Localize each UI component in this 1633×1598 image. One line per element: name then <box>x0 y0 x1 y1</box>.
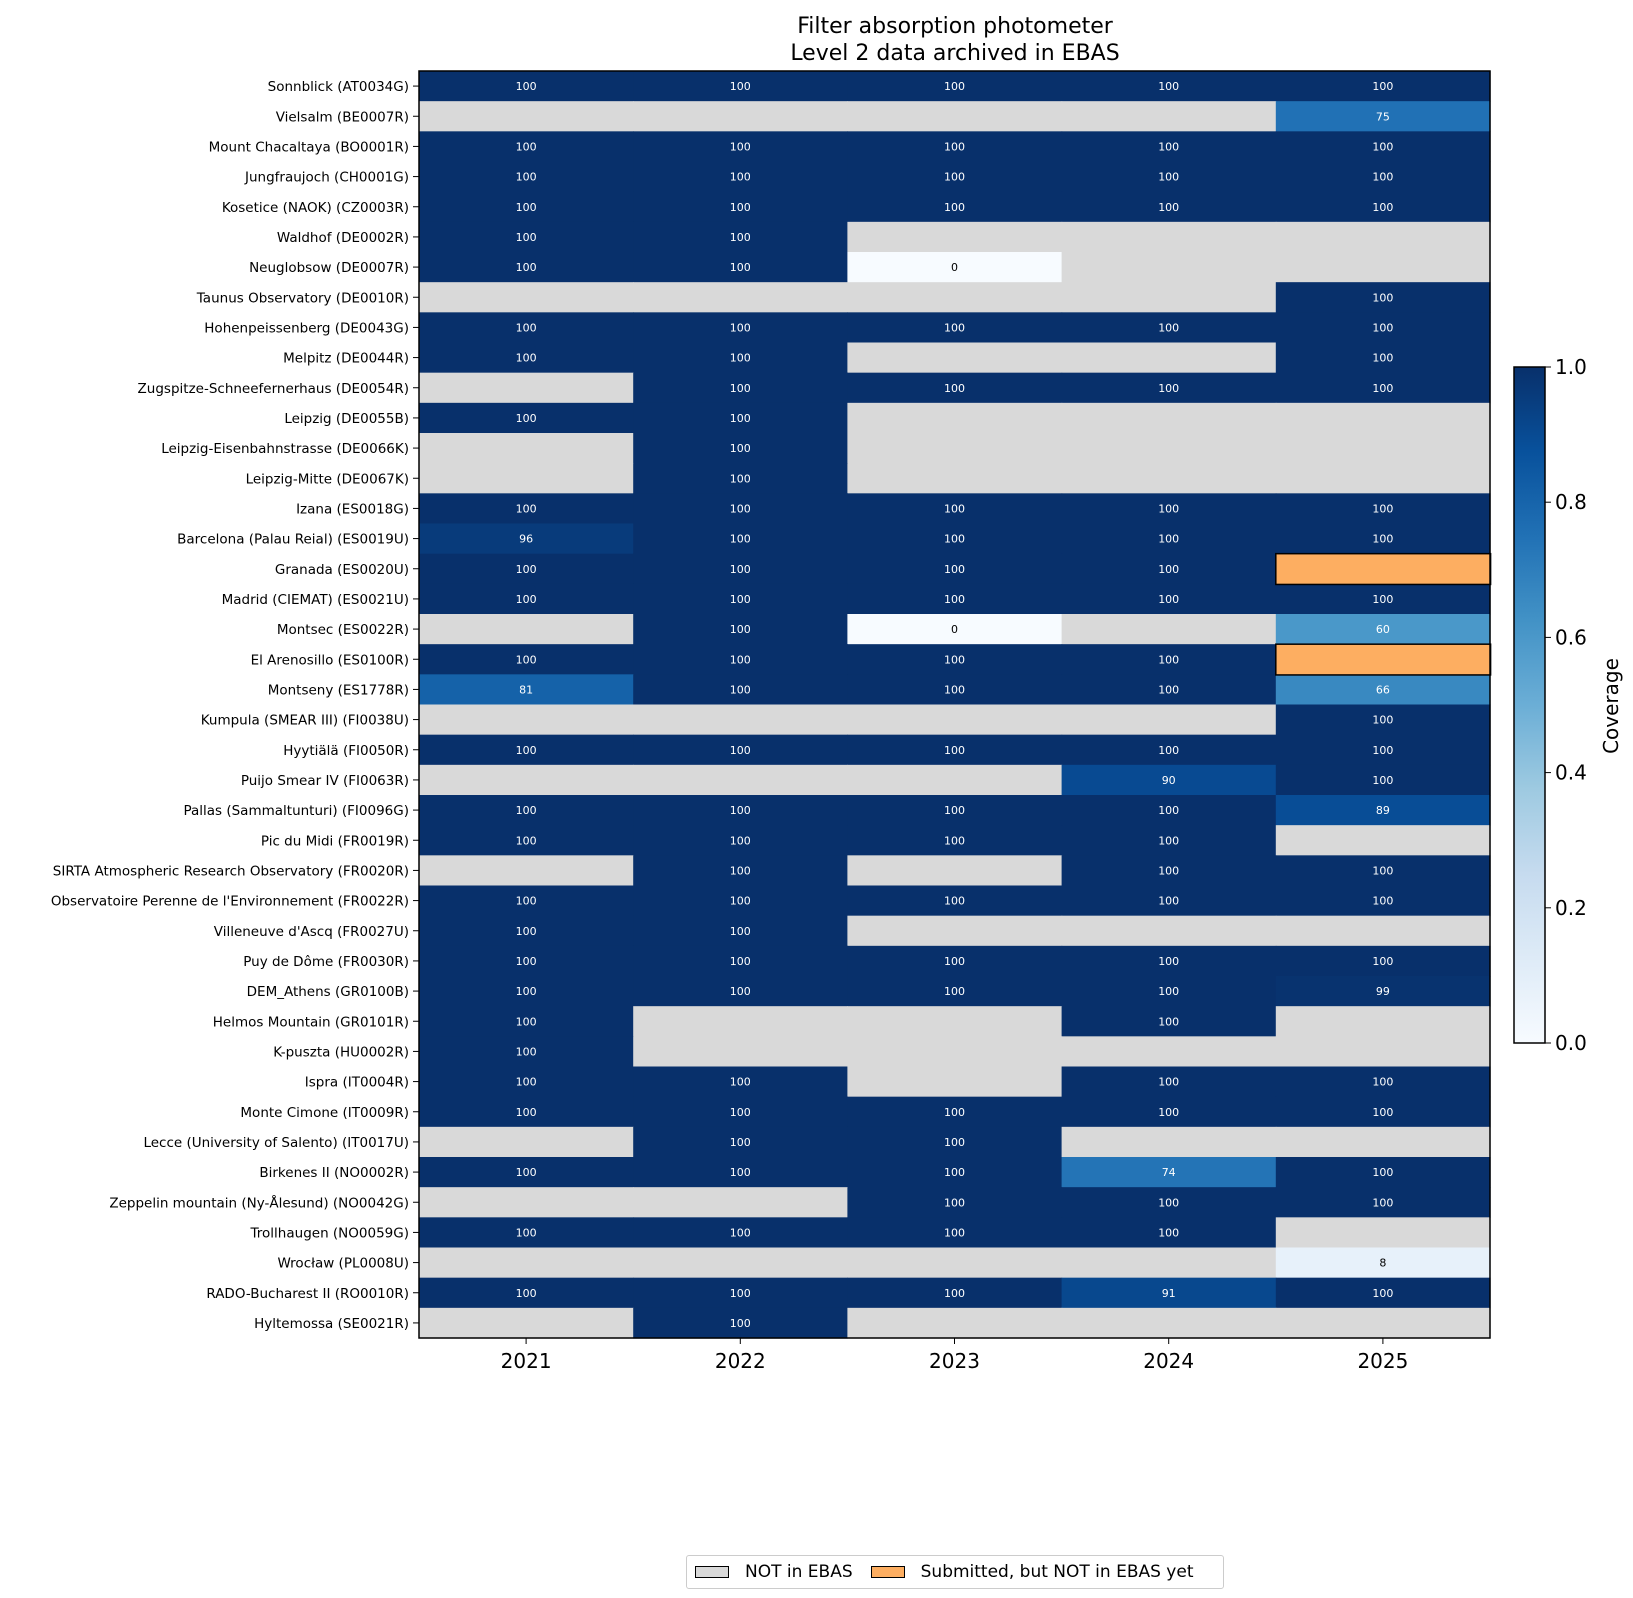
cell-value-r30-c0: 100 <box>515 985 537 999</box>
cell-value-r17-c1: 100 <box>729 592 751 606</box>
y-tick-label-9: Melpitz (DE0044R) <box>283 350 409 367</box>
cell-r13-c0 <box>419 463 634 494</box>
x-tick-label-0: 2021 <box>500 1349 552 1373</box>
cell-value-r38-c1: 100 <box>729 1226 751 1240</box>
cell-value-r7-c4: 100 <box>1372 291 1394 305</box>
cell-value-r2-c0: 100 <box>515 140 537 154</box>
cell-r21-c1 <box>633 705 848 736</box>
cell-value-r4-c3: 100 <box>1158 200 1180 214</box>
cell-value-r11-c1: 100 <box>729 411 751 425</box>
y-tick-label-32: K-puszta (HU0002R) <box>273 1044 409 1061</box>
cell-r39-c3 <box>1062 1248 1277 1279</box>
cell-r31-c2 <box>847 1006 1062 1037</box>
y-tick-label-35: Lecce (University of Salento) (IT0017U) <box>143 1134 409 1151</box>
cell-r39-c2 <box>847 1248 1062 1279</box>
cell-r18-c0 <box>419 614 634 645</box>
cell-value-r20-c4: 66 <box>1375 683 1390 697</box>
cell-r32-c3 <box>1062 1036 1277 1067</box>
cell-value-r6-c2: 0 <box>951 261 958 275</box>
cell-value-r16-c0: 100 <box>515 562 537 576</box>
y-tick-label-31: Helmos Mountain (GR0101R) <box>212 1014 409 1031</box>
cell-value-r14-c1: 100 <box>729 502 751 516</box>
cell-r13-c4 <box>1276 463 1491 494</box>
cell-r11-c2 <box>847 403 1062 434</box>
cell-value-r38-c3: 100 <box>1158 1226 1180 1240</box>
cell-value-r8-c1: 100 <box>729 321 751 335</box>
cell-r1-c1 <box>633 101 848 132</box>
cell-value-r22-c0: 100 <box>515 743 537 757</box>
cell-value-r16-c3: 100 <box>1158 562 1180 576</box>
y-tick-label-19: El Arenosillo (ES0100R) <box>250 652 409 669</box>
cell-value-r40-c2: 100 <box>944 1286 965 1300</box>
colorbar-tick-label-2: 0.4 <box>1555 760 1587 785</box>
cell-value-r26-c4: 100 <box>1372 864 1394 878</box>
cell-value-r3-c4: 100 <box>1372 170 1394 184</box>
y-tick-label-26: SIRTA Atmospheric Research Observatory (FR0020R) <box>52 863 409 880</box>
x-axis-year-labels <box>501 1338 1409 1373</box>
colorbar <box>1514 367 1545 1043</box>
cell-value-r9-c1: 100 <box>729 351 751 365</box>
cell-r26-c2 <box>847 855 1062 886</box>
cell-value-r31-c3: 100 <box>1158 1015 1180 1029</box>
cell-value-r40-c4: 100 <box>1372 1286 1394 1300</box>
cell-value-r36-c2: 100 <box>944 1166 965 1180</box>
y-tick-label-5: Waldhof (DE0002R) <box>276 229 409 246</box>
cell-value-r33-c3: 100 <box>1158 1075 1180 1089</box>
cell-value-r20-c2: 100 <box>944 683 965 697</box>
y-tick-label-34: Monte Cimone (IT0009R) <box>240 1104 409 1121</box>
cell-value-r2-c3: 100 <box>1158 140 1180 154</box>
cell-value-r36-c4: 100 <box>1372 1166 1394 1180</box>
cell-r6-c3 <box>1062 252 1277 283</box>
cell-value-r15-c2: 100 <box>944 532 965 546</box>
cell-r1-c2 <box>847 101 1062 132</box>
y-tick-label-11: Leipzig (DE0055B) <box>284 410 409 427</box>
y-tick-label-39: Wrocław (PL0008U) <box>277 1255 409 1272</box>
cell-value-r15-c4: 100 <box>1372 532 1394 546</box>
y-tick-label-30: DEM_Athens (GR0100B) <box>246 984 409 1001</box>
cell-value-r18-c2: 0 <box>951 623 958 637</box>
cell-value-r11-c0: 100 <box>515 411 537 425</box>
cell-value-r17-c2: 100 <box>944 592 965 606</box>
cell-value-r35-c1: 100 <box>729 1135 751 1149</box>
cell-r21-c3 <box>1062 705 1277 736</box>
cell-value-r40-c1: 100 <box>729 1286 751 1300</box>
cell-value-r29-c4: 100 <box>1372 954 1394 968</box>
y-tick-label-6: Neuglobsow (DE0007R) <box>249 260 409 277</box>
y-tick-label-29: Puy de Dôme (FR0030R) <box>243 953 409 970</box>
cell-r5-c2 <box>847 222 1062 253</box>
cell-r23-c1 <box>633 765 848 796</box>
cell-value-r18-c4: 60 <box>1375 623 1390 637</box>
cell-value-r18-c1: 100 <box>729 623 751 637</box>
y-tick-label-25: Pic du Midi (FR0019R) <box>260 833 409 850</box>
cell-value-r24-c2: 100 <box>944 804 965 818</box>
cell-value-r10-c3: 100 <box>1158 381 1180 395</box>
cell-value-r24-c1: 100 <box>729 804 751 818</box>
y-axis-station-labels <box>51 79 419 1332</box>
y-tick-label-17: Madrid (CIEMAT) (ES0021U) <box>221 591 409 608</box>
cell-value-r9-c4: 100 <box>1372 351 1394 365</box>
cell-value-r30-c1: 100 <box>729 985 751 999</box>
cell-value-r37-c2: 100 <box>944 1196 965 1210</box>
y-tick-label-22: Hyytiälä (FI0050R) <box>283 742 409 759</box>
cell-value-r29-c2: 100 <box>944 954 965 968</box>
y-tick-label-38: Trollhaugen (NO0059G) <box>250 1225 409 1242</box>
cell-value-r37-c3: 100 <box>1158 1196 1180 1210</box>
y-tick-label-8: Hohenpeissenberg (DE0043G) <box>204 320 409 337</box>
cell-r41-c2 <box>847 1308 1062 1339</box>
y-tick-label-20: Montseny (ES1778R) <box>267 682 409 699</box>
cell-r12-c4 <box>1276 433 1491 464</box>
cell-value-r19-c2: 100 <box>944 653 965 667</box>
cell-value-r0-c1: 100 <box>729 80 751 94</box>
y-tick-label-15: Barcelona (Palau Reial) (ES0019U) <box>177 531 409 548</box>
cell-value-r23-c3: 90 <box>1161 773 1176 787</box>
cell-value-r10-c4: 100 <box>1372 381 1394 395</box>
cell-r6-c4 <box>1276 252 1491 283</box>
cell-value-r1-c4: 75 <box>1375 110 1390 124</box>
cell-r41-c3 <box>1062 1308 1277 1339</box>
cell-value-r36-c3: 74 <box>1161 1166 1176 1180</box>
cell-value-r15-c0: 96 <box>519 532 534 546</box>
cell-value-r29-c1: 100 <box>729 954 751 968</box>
cell-value-r38-c2: 100 <box>944 1226 965 1240</box>
cell-r7-c1 <box>633 282 848 313</box>
cell-value-r24-c3: 100 <box>1158 804 1180 818</box>
y-tick-label-0: Sonnblick (AT0034G) <box>267 79 409 96</box>
cell-r21-c2 <box>847 705 1062 736</box>
cell-r33-c2 <box>847 1067 1062 1098</box>
cell-value-r29-c0: 100 <box>515 954 537 968</box>
cell-value-r35-c2: 100 <box>944 1135 965 1149</box>
cell-value-r4-c2: 100 <box>944 200 965 214</box>
cell-value-r27-c3: 100 <box>1158 894 1180 908</box>
y-tick-label-7: Taunus Observatory (DE0010R) <box>196 290 409 307</box>
cell-value-r16-c2: 100 <box>944 562 965 576</box>
cell-r5-c3 <box>1062 222 1277 253</box>
cell-r13-c3 <box>1062 463 1277 494</box>
cell-value-r19-c1: 100 <box>729 653 751 667</box>
cell-value-r27-c4: 100 <box>1372 894 1394 908</box>
cell-r11-c4 <box>1276 403 1491 434</box>
cell-r35-c0 <box>419 1127 634 1158</box>
cell-r39-c0 <box>419 1248 634 1279</box>
cell-value-r0-c3: 100 <box>1158 80 1180 94</box>
cell-value-r32-c0: 100 <box>515 1045 537 1059</box>
cell-r32-c4 <box>1276 1036 1491 1067</box>
cell-r12-c0 <box>419 433 634 464</box>
cell-value-r8-c2: 100 <box>944 321 965 335</box>
cell-r28-c4 <box>1276 916 1491 947</box>
cell-r9-c3 <box>1062 343 1277 374</box>
cell-value-r2-c1: 100 <box>729 140 751 154</box>
cell-value-r22-c3: 100 <box>1158 743 1180 757</box>
cell-value-r10-c2: 100 <box>944 381 965 395</box>
y-tick-label-28: Villeneuve d'Ascq (FR0027U) <box>213 923 409 940</box>
cell-value-r38-c0: 100 <box>515 1226 537 1240</box>
cell-value-r30-c3: 100 <box>1158 985 1180 999</box>
cell-value-r41-c1: 100 <box>729 1316 751 1330</box>
cell-r37-c1 <box>633 1187 848 1218</box>
cell-r19-c4 <box>1276 644 1491 675</box>
cell-value-r2-c2: 100 <box>944 140 965 154</box>
cell-value-r29-c3: 100 <box>1158 954 1180 968</box>
cell-value-r8-c4: 100 <box>1372 321 1394 335</box>
y-tick-label-18: Montsec (ES0022R) <box>276 622 409 639</box>
cell-value-r3-c1: 100 <box>729 170 751 184</box>
cell-value-r19-c3: 100 <box>1158 653 1180 667</box>
y-tick-label-10: Zugspitze-Schneefernerhaus (DE0054R) <box>137 380 409 397</box>
y-tick-label-2: Mount Chacaltaya (BO0001R) <box>208 139 409 156</box>
cell-r35-c4 <box>1276 1127 1491 1158</box>
cell-value-r34-c3: 100 <box>1158 1105 1180 1119</box>
y-tick-label-40: RADO-Bucharest II (RO0010R) <box>206 1285 409 1302</box>
cell-value-r14-c3: 100 <box>1158 502 1180 516</box>
cell-r28-c2 <box>847 916 1062 947</box>
cell-value-r17-c0: 100 <box>515 592 537 606</box>
colorbar-tick-label-1: 0.2 <box>1555 895 1587 920</box>
y-tick-label-41: Hyltemossa (SE0021R) <box>254 1315 409 1332</box>
colorbar-ticks <box>1545 355 1587 1055</box>
colorbar-label: Coverage <box>1599 658 1623 754</box>
cell-r38-c4 <box>1276 1217 1491 1248</box>
y-tick-label-14: Izana (ES0018G) <box>296 501 409 518</box>
cell-value-r8-c3: 100 <box>1158 321 1180 335</box>
cell-value-r21-c4: 100 <box>1372 713 1394 727</box>
cell-value-r31-c0: 100 <box>515 1015 537 1029</box>
cell-value-r16-c1: 100 <box>729 562 751 576</box>
cell-value-r0-c2: 100 <box>944 80 965 94</box>
chart-subtitle: Level 2 data archived in EBAS <box>790 41 1120 66</box>
x-tick-label-2: 2023 <box>929 1349 980 1373</box>
cell-value-r20-c3: 100 <box>1158 683 1180 697</box>
cell-value-r40-c0: 100 <box>515 1286 537 1300</box>
cell-value-r22-c2: 100 <box>944 743 965 757</box>
cell-value-r17-c3: 100 <box>1158 592 1180 606</box>
cell-value-r30-c4: 99 <box>1375 985 1390 999</box>
cell-r32-c2 <box>847 1036 1062 1067</box>
cell-value-r33-c1: 100 <box>729 1075 751 1089</box>
cell-value-r4-c0: 100 <box>515 200 537 214</box>
cell-r12-c3 <box>1062 433 1277 464</box>
cell-value-r27-c1: 100 <box>729 894 751 908</box>
cell-value-r3-c2: 100 <box>944 170 965 184</box>
cell-r13-c2 <box>847 463 1062 494</box>
cell-value-r34-c0: 100 <box>515 1105 537 1119</box>
cell-value-r30-c2: 100 <box>944 985 965 999</box>
cell-r31-c1 <box>633 1006 848 1037</box>
cell-r1-c3 <box>1062 101 1277 132</box>
cell-value-r34-c4: 100 <box>1372 1105 1394 1119</box>
cell-value-r33-c4: 100 <box>1372 1075 1394 1089</box>
legend-label-not-in-ebas: NOT in EBAS <box>745 1562 853 1582</box>
y-tick-label-36: Birkenes II (NO0002R) <box>259 1165 409 1182</box>
cell-value-r15-c1: 100 <box>729 532 751 546</box>
cell-r18-c3 <box>1062 614 1277 645</box>
cell-value-r25-c3: 100 <box>1158 834 1180 848</box>
cell-r41-c0 <box>419 1308 634 1339</box>
cell-value-r4-c4: 100 <box>1372 200 1394 214</box>
cell-r32-c1 <box>633 1036 848 1067</box>
cell-value-r0-c4: 100 <box>1372 80 1394 94</box>
cell-value-r28-c0: 100 <box>515 924 537 938</box>
cell-r1-c0 <box>419 101 634 132</box>
cell-value-r40-c3: 91 <box>1161 1286 1176 1300</box>
y-tick-label-4: Kosetice (NAOK) (CZ0003R) <box>221 199 409 216</box>
cell-value-r0-c0: 100 <box>515 80 537 94</box>
y-tick-label-12: Leipzig-Eisenbahnstrasse (DE0066K) <box>161 441 409 458</box>
cell-value-r17-c4: 100 <box>1372 592 1394 606</box>
cell-r35-c3 <box>1062 1127 1277 1158</box>
cell-value-r36-c1: 100 <box>729 1166 751 1180</box>
cell-value-r19-c0: 100 <box>515 653 537 667</box>
legend-item-submitted <box>871 1562 1194 1582</box>
colorbar-tick-label-0: 0.0 <box>1555 1031 1587 1055</box>
y-tick-label-23: Puijo Smear IV (FI0063R) <box>240 772 409 789</box>
cell-r26-c0 <box>419 855 634 886</box>
y-tick-label-37: Zeppelin mountain (Ny-Ålesund) (NO0042G) <box>109 1195 409 1212</box>
cell-value-r37-c4: 100 <box>1372 1196 1394 1210</box>
cell-r16-c4 <box>1276 554 1491 585</box>
colorbar-tick-label-5: 1.0 <box>1555 355 1587 379</box>
cell-value-r28-c1: 100 <box>729 924 751 938</box>
cell-value-r4-c1: 100 <box>729 200 751 214</box>
chart-title: Filter absorption photometer <box>797 14 1113 39</box>
cell-r23-c2 <box>847 765 1062 796</box>
cell-value-r6-c1: 100 <box>729 261 751 275</box>
y-tick-label-16: Granada (ES0020U) <box>274 561 409 578</box>
cell-value-r20-c1: 100 <box>729 683 751 697</box>
cell-value-r15-c3: 100 <box>1158 532 1180 546</box>
cell-value-r14-c0: 100 <box>515 502 537 516</box>
cell-value-r24-c0: 100 <box>515 804 537 818</box>
cell-value-r34-c1: 100 <box>729 1105 751 1119</box>
cell-value-r5-c1: 100 <box>729 230 751 244</box>
y-tick-label-33: Ispra (IT0004R) <box>304 1074 409 1091</box>
y-tick-label-24: Pallas (Sammaltunturi) (FI0096G) <box>183 803 409 820</box>
cell-value-r22-c1: 100 <box>729 743 751 757</box>
cell-value-r33-c0: 100 <box>515 1075 537 1089</box>
y-tick-label-13: Leipzig-Mitte (DE0067K) <box>245 471 409 488</box>
cell-value-r22-c4: 100 <box>1372 743 1394 757</box>
cell-value-r25-c1: 100 <box>729 834 751 848</box>
cell-value-r8-c0: 100 <box>515 321 537 335</box>
cell-value-r34-c2: 100 <box>944 1105 965 1119</box>
cell-value-r27-c0: 100 <box>515 894 537 908</box>
legend <box>686 1555 1224 1589</box>
cell-value-r26-c3: 100 <box>1158 864 1180 878</box>
cell-r10-c0 <box>419 373 634 404</box>
colorbar-tick-label-3: 0.6 <box>1555 625 1587 650</box>
legend-label-submitted: Submitted, but NOT in EBAS yet <box>920 1562 1194 1582</box>
x-tick-label-3: 2024 <box>1143 1349 1195 1373</box>
cell-value-r12-c1: 100 <box>729 442 751 456</box>
cell-r28-c3 <box>1062 916 1277 947</box>
cell-value-r39-c4: 8 <box>1379 1256 1387 1270</box>
y-tick-label-27: Observatoire Perenne de l'Environnement (FR0022R) <box>50 893 409 910</box>
cell-value-r20-c0: 81 <box>519 683 534 697</box>
cell-value-r13-c1: 100 <box>729 472 751 486</box>
y-tick-label-1: Vielsalm (BE0007R) <box>275 109 409 126</box>
cell-r37-c0 <box>419 1187 634 1218</box>
cell-value-r25-c2: 100 <box>944 834 965 848</box>
cell-r31-c4 <box>1276 1006 1491 1037</box>
cell-value-r14-c4: 100 <box>1372 502 1394 516</box>
cell-r12-c2 <box>847 433 1062 464</box>
cell-value-r10-c1: 100 <box>729 381 751 395</box>
cell-r21-c0 <box>419 705 634 736</box>
cell-value-r27-c2: 100 <box>944 894 965 908</box>
cell-r11-c3 <box>1062 403 1277 434</box>
legend-swatch-submitted <box>871 1566 905 1578</box>
x-tick-label-1: 2022 <box>714 1349 766 1373</box>
cell-value-r25-c0: 100 <box>515 834 537 848</box>
y-tick-label-3: Jungfraujoch (CH0001G) <box>244 169 409 186</box>
colorbar-tick-label-4: 0.8 <box>1555 490 1587 515</box>
cell-r39-c1 <box>633 1248 848 1279</box>
cell-value-r5-c0: 100 <box>515 230 537 244</box>
legend-swatch-not-in-ebas <box>695 1566 729 1578</box>
cell-value-r6-c0: 100 <box>515 261 537 275</box>
cell-value-r36-c0: 100 <box>515 1166 537 1180</box>
cell-r9-c2 <box>847 343 1062 374</box>
cell-value-r24-c4: 89 <box>1375 804 1390 818</box>
y-tick-label-21: Kumpula (SMEAR III) (FI0038U) <box>200 712 409 729</box>
cell-value-r2-c4: 100 <box>1372 140 1394 154</box>
cell-value-r3-c3: 100 <box>1158 170 1180 184</box>
cell-value-r3-c0: 100 <box>515 170 537 184</box>
cell-value-r26-c1: 100 <box>729 864 751 878</box>
cell-r7-c0 <box>419 282 634 313</box>
cell-value-r14-c2: 100 <box>944 502 965 516</box>
cell-r7-c3 <box>1062 282 1277 313</box>
cell-r5-c4 <box>1276 222 1491 253</box>
x-tick-label-4: 2025 <box>1357 1349 1409 1373</box>
legend-item-not-in-ebas <box>695 1562 853 1582</box>
cell-r41-c4 <box>1276 1308 1491 1339</box>
cell-r25-c4 <box>1276 825 1491 856</box>
cell-r23-c0 <box>419 765 634 796</box>
cell-value-r9-c0: 100 <box>515 351 537 365</box>
cell-value-r23-c4: 100 <box>1372 773 1394 787</box>
cell-r7-c2 <box>847 282 1062 313</box>
